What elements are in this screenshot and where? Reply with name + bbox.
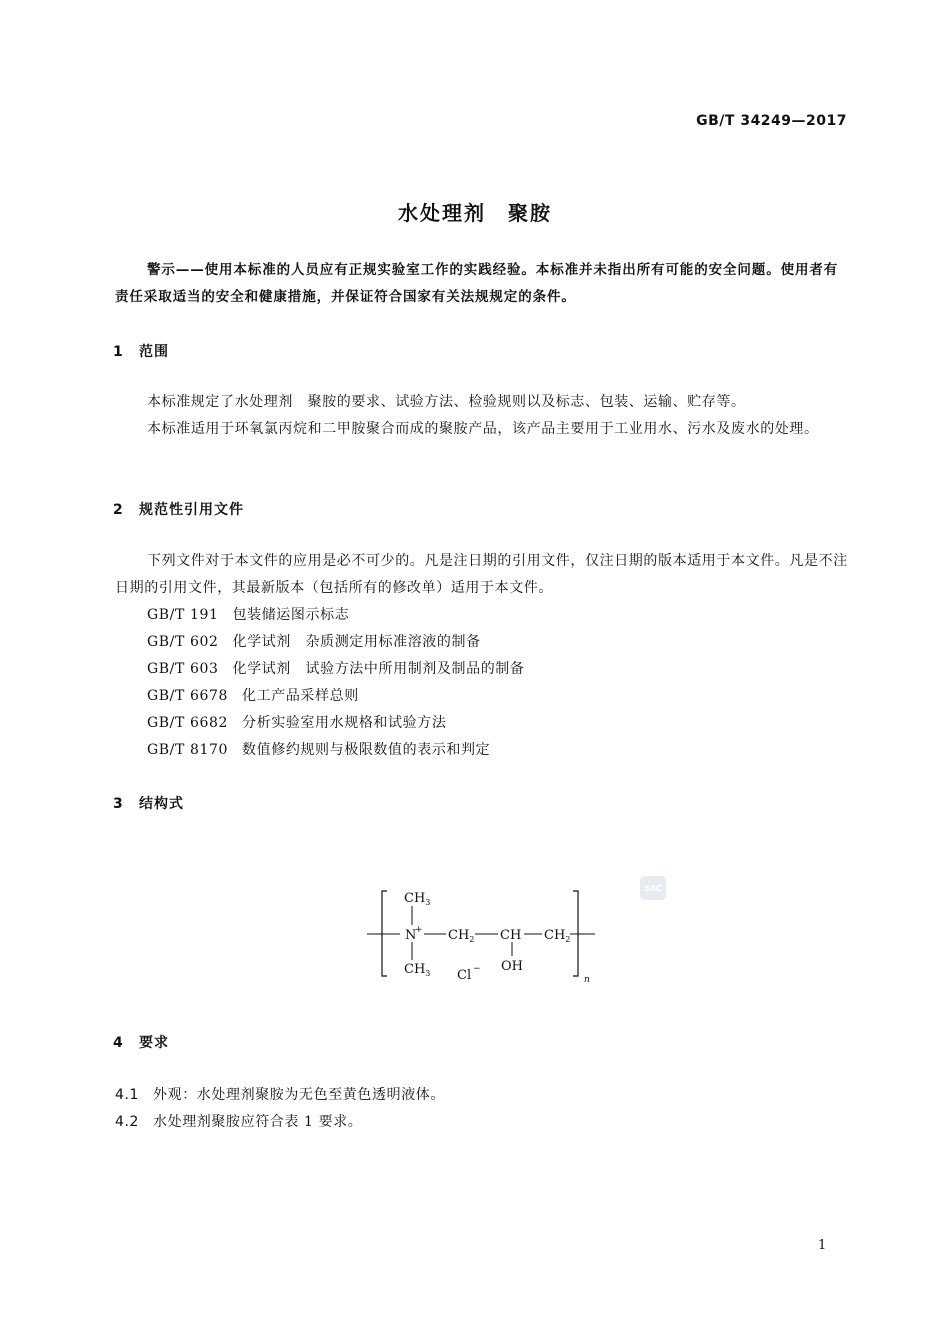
clause-number: 4.1 [115,1087,140,1103]
reference-title: 分析实验室用水规格和试验方法 [242,715,447,731]
sac-watermark-logo [640,876,666,900]
clause-text: 水处理剂聚胺应符合表 1 要求。 [153,1114,363,1130]
section-number: 1 [113,344,124,360]
methine-label: CH [500,928,522,943]
section-title: 规范性引用文件 [139,502,244,518]
normative-refs-intro: 下列文件对于本文件的应用是必不可少的。凡是注日期的引用文件，仅注日期的版本适用于本文件。凡是不注日期的引用文件，其最新版本（包括所有的修改单）适用于本文件。 [115,553,848,596]
reference-item [147,658,525,678]
section-title: 结构式 [139,796,184,812]
repeat-count: n [584,975,590,985]
hydroxyl-label: OH [501,959,523,974]
clause-text: 外观：水处理剂聚胺为无色至黄色透明液体。 [153,1087,445,1103]
section-number: 2 [113,502,124,518]
methyl-bottom-label: $CH_3$ [404,962,431,978]
document-title: 水处理剂 聚胺 [398,201,552,225]
section-heading-scope [113,341,169,361]
section-number: 3 [113,796,124,812]
reference-code: GB/T 6678 [147,688,229,704]
clause-4-2 [115,1111,362,1131]
reference-item [147,712,446,732]
negative-charge: − [473,964,481,974]
chloride-label: Cl [457,968,472,983]
methylene-right-label: $CH_2$ [544,928,571,944]
reference-title: 化学试剂 杂质测定用标准溶液的制备 [232,634,481,650]
scope-paragraph-2: 本标准适用于环氧氯丙烷和二甲胺聚合而成的聚胺产品，该产品主要用于工业用水、污水及废水的处理。 [147,421,819,437]
section-number: 4 [113,1035,124,1051]
reference-code: GB/T 603 [147,661,219,677]
clause-number: 4.2 [115,1114,140,1130]
section-title: 要求 [139,1035,169,1051]
positive-charge: + [415,925,423,935]
reference-code: GB/T 8170 [147,742,229,758]
section-heading-structure [113,793,184,813]
reference-title: 数值修约规则与极限数值的表示和判定 [242,742,491,758]
reference-code: GB/T 191 [147,607,219,623]
reference-title: 化学试剂 试验方法中所用制剂及制品的制备 [232,661,525,677]
methylene-left-label: $CH_2$ [448,928,475,944]
reference-item [147,631,481,651]
methyl-top-label: $CH_3$ [404,891,431,907]
warning-notice: 警示——使用本标准的人员应有正规实验室工作的实践经验。本标准并未指出所有可能的安全问题。使用者有责任采取适当的安全和健康措施，并保证符合国家有关法规规定的条件。 [115,262,839,305]
page-number: 1 [818,1238,827,1253]
section-title: 范围 [139,344,169,360]
sac-logo-text: SAC [644,884,662,893]
nitrogen-label: N [405,928,417,943]
standard-code: GB/T 34249—2017 [696,113,847,129]
section-heading-requirements [113,1032,169,1052]
reference-item [147,685,359,705]
reference-item [147,604,349,624]
structural-formula [360,880,605,985]
reference-item [147,739,490,759]
section-heading-normative-refs [113,499,244,519]
reference-title: 包装储运图示标志 [232,607,350,623]
reference-title: 化工产品采样总则 [242,688,359,704]
reference-code: GB/T 6682 [147,715,229,731]
scope-paragraph-1: 本标准规定了水处理剂 聚胺的要求、试验方法、检验规则以及标志、包装、运输、贮存等。 [147,394,746,410]
reference-code: GB/T 602 [147,634,219,650]
clause-4-1 [115,1084,445,1104]
